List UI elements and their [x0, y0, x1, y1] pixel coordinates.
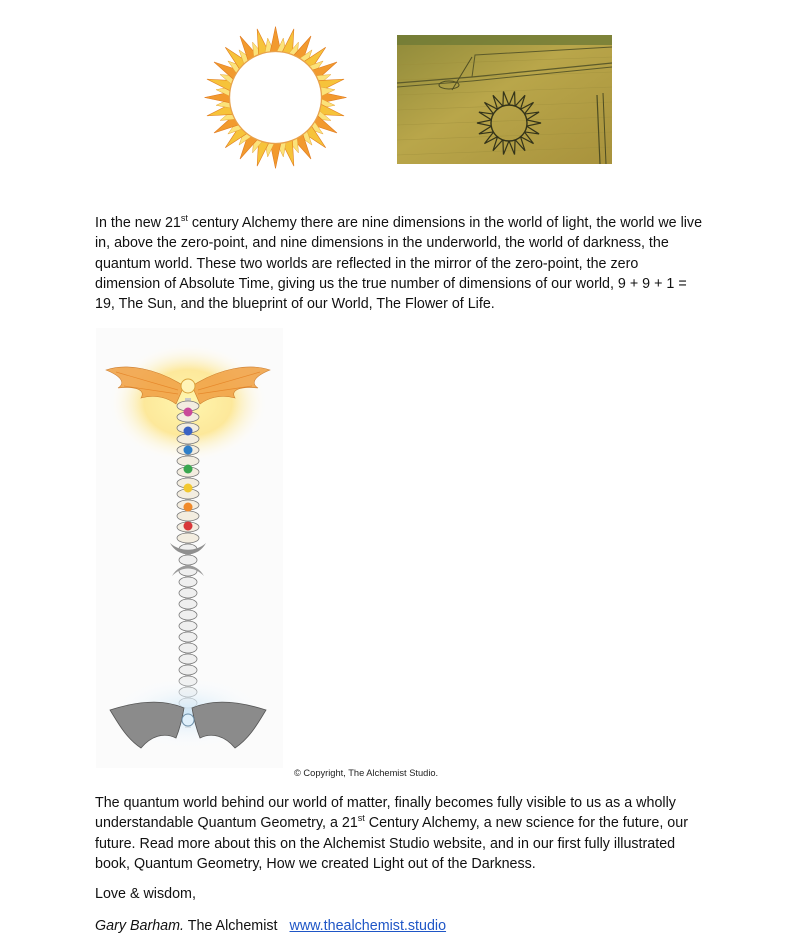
crop-circle-photo	[397, 35, 612, 164]
copyright-caption: © Copyright, The Alchemist Studio.	[294, 768, 439, 778]
website-link[interactable]: www.thealchemist.studio	[289, 918, 447, 934]
paragraph-quantum-geometry: The quantum world behind our world of matter, finally becomes fully visible to us as a wholly understandable Quantum Geometry, a 21st Century Alchemy, a new science for the future, our future. Read more about this on the Alchemist Studio website, and in our first fully illustrated book, Quantum Geometry, How we created Light out of the Darkness.	[95, 795, 688, 872]
author-title: The Alchemist	[187, 918, 278, 934]
paragraph-nine-dimensions: In the new 21st century Alchemy there are nine dimensions in the world of light, the world we live in, above the zero-point, and nine dimensions in the underworld, the world of darkness, the quantum world. These two worlds are reflected in the mirror of the zero-point, the zero dimension of Absolute Time, giving us the true number of dimensions of our world, 9 + 9 + 1 = 19, The Sun, and the blueprint of our World, The Flower of Life.	[95, 213, 703, 313]
signature-line	[95, 918, 446, 934]
signoff: Love & wisdom,	[95, 886, 196, 902]
author-name: Gary Barham.	[95, 918, 184, 934]
sun-flower-illustration	[203, 26, 348, 169]
caduceus-illustration	[96, 328, 283, 768]
